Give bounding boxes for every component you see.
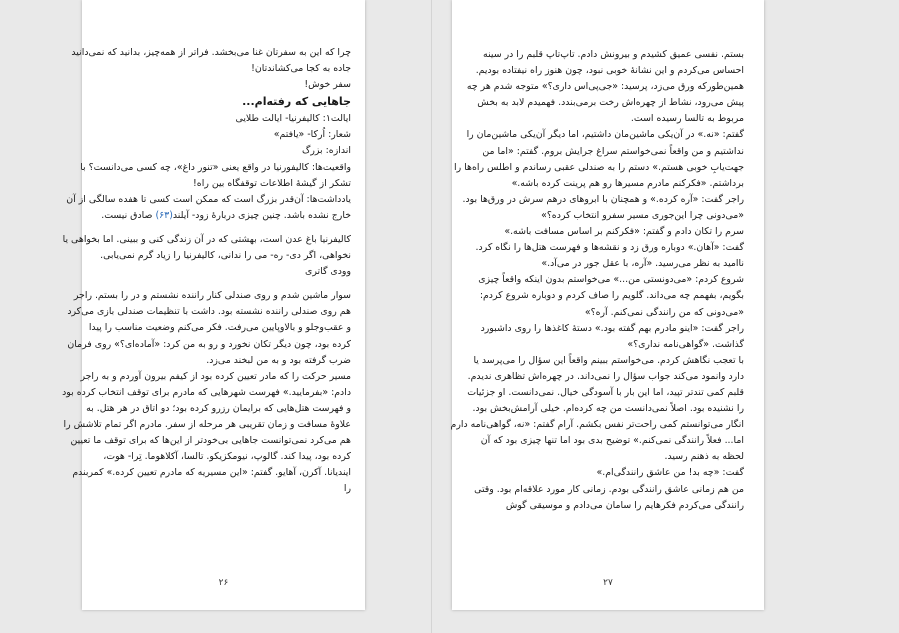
line-text: خارج نشده باشد. چنین چیزی دربارهٔ زود- آیلند [172, 209, 351, 221]
text-line [472, 401, 744, 417]
line-text: دارد وانمود می‌کند جواب سؤال را نمی‌داند. در چهره‌اش تظاهری ندیدم. [467, 370, 744, 382]
line-text: مربوط به تالسا رسیده است. [630, 113, 744, 125]
text-line [472, 305, 744, 321]
text-line [472, 449, 744, 465]
line-text: سوار ماشین شدم و روی صندلی کنار راننده نشستم و در را بستم. راجر [73, 290, 351, 302]
line-text: سرم را تکان دادم و گفتم: «فکرکنم بر اساس مسافت باشه.» [504, 226, 744, 238]
text-line [66, 192, 351, 208]
text-line [96, 248, 351, 264]
text-line [62, 385, 351, 401]
line-text: من هم زمانی عاشق رانندگی بودم. زمانی کار مورد علاقه‌ام بود. وقتی [474, 483, 744, 495]
footnote-link[interactable]: (۶۳) [155, 209, 173, 221]
text-line [472, 224, 744, 240]
text-line [466, 127, 744, 143]
line-text: جهت‌یابِ خوبی هستم.» دستم را به صندلی عقبی رساندم و اطلس راه‌ها را [454, 161, 744, 173]
line-text: هم می‌کرد نمی‌توانست جاهایی بی‌خودتر از این‌ها که برای توقف ما تعیین [70, 435, 351, 447]
line-text: دادم: «بفرمایید.» فهرست شهرهایی که مادرم برای توقف انتخاب کرده بود [62, 386, 351, 398]
line-text: انگار می‌توانستم کمی راحت‌تر نفس بکشم. آرام گفتم: «نه، گواهی‌نامه دارم [450, 419, 744, 431]
text-line [73, 288, 351, 304]
line-text: گفت: «آهان.» دوباره ورق زد و نقشه‌ها و فهرست هتل‌ها را نگاه کرد. [475, 242, 744, 254]
line-text: نداشتیم و من واقعاً نمی‌خواستم سراغ جرایش بروم. گفتم: «اما من [482, 145, 744, 157]
text-line [472, 63, 744, 79]
text-line [450, 417, 744, 433]
text-line [72, 465, 351, 481]
line-text: راجر گفت: «آره کرده.» و همچنان با ابروهای درهم سرش در ورق‌ها بود. [462, 193, 744, 205]
text-line [472, 47, 744, 63]
text-line [67, 337, 351, 353]
text-line [467, 369, 744, 385]
line-text: سفر خوش! [304, 79, 351, 91]
text-line [472, 337, 744, 353]
line-text: لحظه به ذهنم رسید. [664, 451, 744, 463]
line-text: نخواهی، اگر دی- ره- می را ندانی، کالیفرنیا را زیاد گرم نمی‌یابی. [100, 250, 351, 262]
text-line [472, 144, 744, 160]
text-line [70, 433, 351, 449]
text-line [96, 176, 351, 192]
line-text: بستم. نفسی عمیق کشیدم و بیرونش دادم. تاپ‌تاپ قلبم را در سینه [483, 49, 744, 60]
text-line [472, 288, 744, 304]
line-text: چرا که این به سفرتان غنا می‌بخشد. فراتر از همه‌چیز، بدانید که نمی‌دانید [71, 47, 351, 58]
text-line [62, 232, 351, 248]
line-text: و عقب‌وجلو و بالاوپایین می‌رفت. فکر می‌کنم وضعیت مناسب را پیدا [88, 322, 351, 334]
section-heading [96, 93, 351, 111]
line-text: جاهایی که رفته‌ام... [242, 95, 351, 109]
line-text: را نشنیده بود. اصلاً نمی‌دانست من چه کرده‌ام. خیلی آرامش‌بخش بود. [472, 403, 744, 415]
text-line [80, 369, 351, 385]
line-text: برداشتم. «فکرکنم مادرم مسیرها رو هم پرینت کرده باشه.» [511, 177, 744, 189]
text-line [96, 127, 351, 143]
text-line [96, 353, 351, 369]
text-line [96, 208, 351, 224]
left-page-text [62, 45, 351, 497]
line-text: همین‌طورکه ورق می‌زد، پرسید: «جی‌پی‌اس داری؟» متوجه شدم هر چه [466, 81, 744, 93]
text-line [467, 385, 744, 401]
paragraph-spacer [96, 224, 351, 232]
text-line [472, 111, 744, 127]
text-line [466, 79, 744, 95]
line-text: مسیر حرکت را که مادر تعیین کرده بود از کیفم بیرون آوردم و به راجر [80, 370, 351, 382]
line-text: با تعجب نگاهش کردم. می‌خواستم ببینم واقعاً این سؤال را می‌پرسد یا [473, 354, 744, 366]
text-line [96, 264, 351, 280]
text-line [472, 433, 744, 449]
line-text: ایندیانا. آکرن، آهایو. گفتم: «این مسیریه که مادرم تعیین کرده.» کمربندم [72, 467, 351, 479]
line-text: تشکر از گیشهٔ اطلاعات توقفگاه بین راه! [193, 177, 351, 189]
line-text: شروع کردم: «می‌دونستی من...» می‌خواستم بدون اینکه واقعاً چیزی [478, 274, 744, 286]
line-text: واقعیت‌ها: کالیفورنیا در واقع یعنی «تنور داغ»، چه کسی می‌دانست؟ با [80, 161, 351, 173]
line-text: بگویم، بفهمم چه می‌داند. گلویم را صاف کردم و دوباره شروع کردم: [479, 290, 744, 302]
text-line [472, 208, 744, 224]
text-line [472, 272, 744, 288]
line-text: پیش می‌رود، نشاط از چهره‌اش رخت برمی‌بندد. فهمیدم لابد به بخش [477, 97, 744, 109]
line-text: «می‌دونی چرا این‌جوری مسیر سفرو انتخاب کرده؟» [541, 209, 744, 221]
line-text: «می‌دونی که من رانندگی نمی‌کنم. آره؟» [584, 306, 744, 318]
line-text-after-footnote: صادق نیست. [101, 209, 156, 221]
text-line [80, 160, 351, 176]
text-line [472, 95, 744, 111]
line-text: کرده بود، پیدا کند. گالوپ، نیومکزیکو. تالسا، آکلاهوما. تِرا- هوت، [103, 451, 351, 463]
line-text: و فهرست هتل‌هایی که برایمان رزرو کرده بود؛ دو اتاق در هر هتل. به [86, 402, 351, 414]
text-line [63, 417, 351, 433]
text-line [86, 401, 351, 417]
right-page-number: ۲۷ [603, 578, 613, 588]
line-text: کرده بود، چون دیگر تکان نخورد و رو به من کرد: «آماده‌ای؟» روی فرمان [67, 338, 351, 350]
line-text: وودی گاتری [305, 266, 351, 278]
text-line [472, 256, 744, 272]
text-line [71, 45, 351, 61]
line-text: راجر گفت: «اینو مادرم بهم گفته بود.» دستهٔ کاغذها را روی داشبورد [480, 322, 744, 334]
line-text: جاده به کجا می‌کشاندتان! [251, 63, 351, 75]
line-text: گفتم: «نه.» در آن‌یکی ماشین‌مان داشتیم، اما دیگر آن‌یکی ماشین‌مان را [466, 129, 744, 141]
text-line [472, 465, 744, 481]
right-page [452, 0, 764, 610]
text-line [67, 304, 351, 320]
text-line [472, 482, 744, 498]
text-line [88, 320, 351, 336]
text-line [96, 481, 351, 497]
text-line [472, 353, 744, 369]
right-page-text [450, 47, 744, 514]
text-line [96, 449, 351, 465]
text-line [472, 321, 744, 337]
paragraph-spacer [96, 280, 351, 288]
line-text: گفت: «چه بد! من عاشق رانندگی‌ام.» [596, 467, 744, 479]
line-text: ضرب گرفته بود و به من لبخند می‌زد. [206, 354, 351, 366]
line-text: شعار: اُرکا- «یافتم» [273, 129, 351, 141]
spread-gutter [431, 0, 432, 633]
text-line [96, 77, 351, 93]
line-text: قلبم کمی تندتر تپید، اما این بار با آسودگی خیال. نمی‌دانست. او جزئیات [467, 386, 744, 398]
left-page [62, 0, 365, 610]
line-text: یادداشت‌ها: آن‌قدر بزرگ است که ممکن است کسی تا هفده سالگی از آن [66, 193, 351, 205]
text-line [454, 160, 744, 176]
line-text: رانندگی می‌کردم فکرهایم را سامان می‌دادم و موسیقی گوش [505, 499, 744, 511]
text-line [472, 498, 744, 514]
line-text: هم روی صندلی راننده نشسته بود. داشت با تنظیمات صندلی بازی می‌کرد [67, 306, 351, 318]
text-line [472, 240, 744, 256]
line-text: علاوهٔ مسافت و زمان تقریبی هر مرحله از سفر. مادرم اگر تمام تلاشش را [63, 418, 351, 430]
line-text: اندازه: بزرگ [301, 145, 351, 157]
line-text: کالیفرنیا باغ عدن است، بهشتی که در آن زندگی کنی و ببینی. اما بخواهی یا [62, 233, 351, 245]
text-line [96, 61, 351, 77]
line-text: ناامید به نظر می‌رسید. «آره، با عقل جور در می‌آد.» [541, 258, 744, 270]
text-line [96, 143, 351, 159]
line-text: را [343, 483, 351, 495]
left-page-number: ۲۶ [218, 578, 229, 588]
line-text: احساس می‌کردم و این نشانهٔ خوبی نبود، چون هنوز راه نیفتاده بودیم. [475, 65, 744, 77]
line-text: گذاشت. «گواهی‌نامه نداری؟» [627, 338, 744, 350]
text-line [96, 111, 351, 127]
text-line [472, 176, 744, 192]
line-text: اما... فعلاً رانندگی نمی‌کنم.» توضیح بدی بود اما تنها چیزی بود که آن [480, 435, 744, 447]
text-line [462, 192, 744, 208]
line-text: ایالت۱: کالیفرنیا- ایالت طلایی [235, 113, 351, 125]
